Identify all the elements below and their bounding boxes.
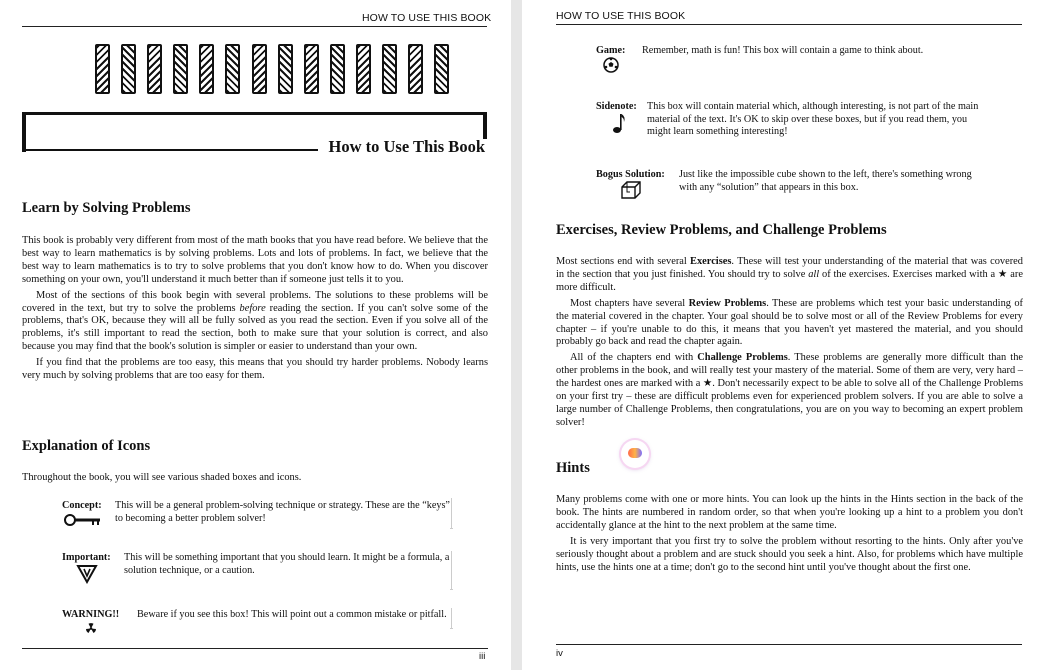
domino-icon — [304, 44, 319, 94]
warning-box — [60, 608, 452, 638]
concept-box — [60, 498, 452, 532]
game-box — [594, 45, 994, 77]
box-label: Concept: — [62, 500, 102, 511]
paragraph: Most of the sections of this book begin with several problems. The solutions to these problems will be covered in the text, but try to solve the problems before reading the section. If you can't solve some of the problems, that's OK, because they will all be fully solved as you read the section. Even if you solve all of the problems, it's still important to read the section, both to make sure that your solution is correct, and also because you may find that the book's solution is simpler or easier to understand than your own. — [22, 289, 488, 353]
header-rule — [556, 24, 1022, 25]
sidenote-box — [594, 101, 994, 145]
domino-icon — [121, 44, 136, 94]
box-text: This will be something important that you should learn. It might be a formula, a solution technique, or a caution. — [124, 552, 450, 576]
domino-icon — [356, 44, 371, 94]
important-box — [60, 551, 452, 591]
section-intro: Throughout the book, you will see various shaded boxes and icons. — [22, 472, 302, 483]
box-label: Important: — [62, 552, 111, 563]
domino-icon — [225, 44, 240, 94]
left-page — [0, 0, 511, 670]
paragraph: It is very important that you first try to solve the problem without resorting to the hints. Only after you've seriously thought about a problem and are stuck should you seek a hint. Also, for problems which have multiple hints, use the hints one at a time; don't go to the second hint until you've thought about the first one. — [556, 535, 1023, 573]
section-body — [556, 256, 1023, 430]
page-gutter — [511, 0, 522, 670]
music-note-icon — [612, 111, 626, 140]
box-text: Beware if you see this box! This will point out a common mistake or pitfall. — [137, 609, 447, 620]
domino-icon — [173, 44, 188, 94]
footer-rule — [556, 644, 1022, 645]
section-body — [556, 494, 1023, 574]
box-text: This will be a general problem-solving technique or strategy. These are the “keys” to becoming a better problem solver! — [115, 500, 450, 524]
box-text: This box will contain material which, although interesting, is not part of the main material of the text. It's OK to skip over these boxes, but if you read them, you might learn something interesting! — [647, 101, 979, 138]
chapter-title: How to Use This Book — [328, 137, 485, 156]
paragraph: Many problems come with one or more hints. You can look up the hints in the Hints section in the back of the book. The hints are numbered in random order, so that when you're looking up a hint to a problem you don't accidentally glance at the hint to the next problem at the same time. — [556, 494, 1023, 531]
chapter-title-box — [22, 112, 487, 156]
running-head: HOW TO USE THIS BOOK — [556, 10, 686, 22]
paragraph: Most chapters have several Review Problems. These are problems which test your basic understanding of the material covered in the chapter. Your goal should be to solve most or all of the Review Problems for every chapter – if you're unable to do this, it means that you haven't yet mastered the material, and you should probably go back and read the chapter again. — [556, 297, 1023, 348]
title-box-rule — [22, 112, 487, 115]
section-body — [22, 235, 488, 383]
section-heading: Learn by Solving Problems — [22, 200, 191, 216]
running-head: HOW TO USE THIS BOOK — [362, 12, 492, 24]
section-heading: Hints — [556, 460, 590, 476]
domino-icon — [95, 44, 110, 94]
triangle-v-icon — [76, 564, 98, 589]
bogus-solution-box — [594, 168, 994, 198]
box-shade — [450, 498, 452, 529]
domino-icon — [330, 44, 345, 94]
hazard-icon — [85, 622, 97, 639]
paragraph: This book is probably very different from most of the math books that you have read before. We believe that the best way to learn mathematics is by solving problems. Lots and lots of problems. In fact, we believe that the best way to learn mathematics is to try to solve problems that you don't know how to do. When you discover something on your own, you'll understand it much better than if someone just tells it to you. — [22, 235, 488, 285]
domino-icon — [408, 44, 423, 94]
box-shade — [450, 608, 452, 629]
domino-decoration — [95, 44, 449, 94]
assistant-bubble-icon[interactable] — [621, 440, 649, 468]
footer-rule — [22, 648, 488, 649]
domino-icon — [147, 44, 162, 94]
paragraph: All of the chapters end with Challenge Problems. These problems are generally more difficult than the other problems in the book, and will really test your mastery of the material. Some of them are very, very hard – the hardest ones are marked with a ★. Don't necessarily expect to be able to solve all of the Challenge Problems on your first try – these are difficult problems even for experienced problem solvers. If you are able to solve a large number of Challenge Problems, then congratulations, you are on you way to becoming an expert problem solver! — [556, 352, 1023, 428]
box-label: Game: — [596, 45, 626, 56]
title-box-rule — [483, 112, 487, 139]
box-label: WARNING!! — [62, 609, 120, 620]
right-page — [522, 0, 1043, 670]
box-label: Sidenote: — [596, 101, 637, 112]
paragraph: Most sections end with several Exercises. These will test your understanding of the material that was covered in the section that you just finished. You should try to solve all of the exercises. Exercises marked with a ★ are more difficult. — [556, 256, 1023, 293]
page-number: iii — [479, 651, 486, 662]
title-box-rule — [22, 112, 26, 152]
domino-icon — [252, 44, 267, 94]
title-box-rule — [22, 149, 318, 151]
box-text: Just like the impossible cube shown to the left, there's something wrong with any “solution” that appears in this box. — [679, 169, 972, 193]
box-label: Bogus Solution: — [596, 169, 665, 180]
box-text: Remember, math is fun! This box will contain a game to think about. — [642, 45, 924, 56]
box-shade — [450, 551, 452, 590]
key-icon — [64, 514, 102, 531]
impossible-cube-icon — [620, 181, 642, 204]
domino-icon — [434, 44, 449, 94]
paragraph: If you find that the problems are too easy, this means that you should try harder problems. Nobody learns very much by solving problems that are too easy for them. — [22, 357, 488, 382]
section-heading: Explanation of Icons — [22, 438, 151, 454]
header-rule — [22, 26, 487, 27]
page-number: iv — [556, 648, 563, 659]
domino-icon — [382, 44, 397, 94]
domino-icon — [199, 44, 214, 94]
domino-icon — [278, 44, 293, 94]
section-heading: Exercises, Review Problems, and Challenge Problems — [556, 222, 887, 238]
soccer-ball-icon — [603, 57, 619, 78]
